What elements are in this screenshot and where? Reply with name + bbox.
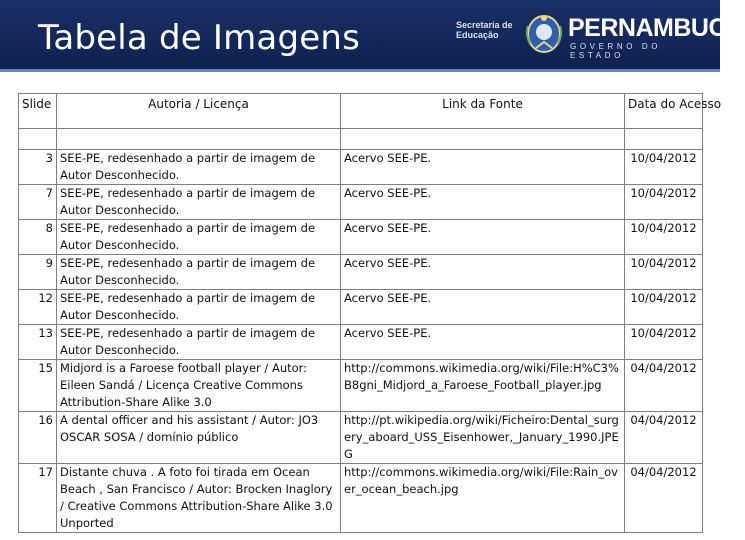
source-link: Acervo SEE-PE. [341, 325, 625, 360]
table-row [19, 150, 703, 185]
table-row [19, 290, 703, 325]
author-license: SEE-PE, redesenhado a partir de imagem de Autor Desconhecido. [57, 220, 341, 255]
table-spacer-row [19, 129, 703, 150]
table-header-row [19, 94, 703, 129]
source-link: Acervo SEE-PE. [341, 150, 625, 185]
source-link: http://pt.wikipedia.org/wiki/Ficheiro:Dental_surgery_aboard_USS_Eisenhower,_January_1990.JPEG [341, 412, 625, 464]
access-date: 10/04/2012 [625, 325, 703, 360]
page-title: Tabela de Imagens [38, 18, 361, 58]
slide-number: 17 [19, 464, 57, 533]
table-row [19, 360, 703, 412]
access-date: 10/04/2012 [625, 290, 703, 325]
header-banner [0, 0, 745, 72]
source-link: Acervo SEE-PE. [341, 255, 625, 290]
spacer-cell [19, 129, 57, 150]
author-license: Midjord is a Faroese football player / Autor: Eileen Sandá / Licença Creative Commons Attribution-Share Alike 3.0 [57, 360, 341, 412]
state-subtitle: GOVERNO DO ESTADO [570, 42, 662, 60]
source-link: Acervo SEE-PE. [341, 290, 625, 325]
author-license: SEE-PE, redesenhado a partir de imagem de Autor Desconhecido. [57, 325, 341, 360]
secretaria-label: Secretaria de Educação [456, 20, 513, 40]
table-row [19, 220, 703, 255]
slide-number: 15 [19, 360, 57, 412]
access-date: 10/04/2012 [625, 150, 703, 185]
slide-number: 7 [19, 185, 57, 220]
state-name: PERNAMBUCO [568, 14, 745, 42]
access-date: 10/04/2012 [625, 185, 703, 220]
access-date: 10/04/2012 [625, 220, 703, 255]
col-header-link: Link da Fonte [341, 94, 625, 129]
table-row [19, 185, 703, 220]
slide-number: 16 [19, 412, 57, 464]
access-date: 04/04/2012 [625, 464, 703, 533]
table-row [19, 464, 703, 533]
source-link: Acervo SEE-PE. [341, 220, 625, 255]
author-license: SEE-PE, redesenhado a partir de imagem de Autor Desconhecido. [57, 185, 341, 220]
spacer-cell [341, 129, 625, 150]
slide-number: 8 [19, 220, 57, 255]
col-header-author: Autoria / Licença [57, 94, 341, 129]
author-license: SEE-PE, redesenhado a partir de imagem de Autor Desconhecido. [57, 255, 341, 290]
source-link: Acervo SEE-PE. [341, 185, 625, 220]
source-link: http://commons.wikimedia.org/wiki/File:Rain_over_ocean_beach.jpg [341, 464, 625, 533]
slide-number: 9 [19, 255, 57, 290]
spacer-cell [57, 129, 341, 150]
source-link: http://commons.wikimedia.org/wiki/File:H%C3%B8gni_Midjord_a_Faroese_Football_player.jpg [341, 360, 625, 412]
author-license: SEE-PE, redesenhado a partir de imagem de Autor Desconhecido. [57, 150, 341, 185]
pernambuco-coat-of-arms-icon [524, 12, 564, 56]
col-header-date: Data do Acesso [625, 94, 703, 129]
author-license: SEE-PE, redesenhado a partir de imagem de Autor Desconhecido. [57, 290, 341, 325]
image-credits-table [18, 93, 722, 533]
author-license: Distante chuva . A foto foi tirada em Ocean Beach , San Francisco / Autor: Brocken Inaglory / Creative Commons Attribution-Share Alike 3.0 Unported [57, 464, 341, 533]
access-date: 10/04/2012 [625, 255, 703, 290]
access-date: 04/04/2012 [625, 412, 703, 464]
slide-number: 12 [19, 290, 57, 325]
spacer-cell [625, 129, 703, 150]
table-row [19, 325, 703, 360]
access-date: 04/04/2012 [625, 360, 703, 412]
table-row [19, 255, 703, 290]
table-row [19, 412, 703, 464]
col-header-slide: Slide [19, 94, 57, 129]
author-license: A dental officer and his assistant / Autor: JO3 OSCAR SOSA / domínio público [57, 412, 341, 464]
slide-number: 13 [19, 325, 57, 360]
slide-number: 3 [19, 150, 57, 185]
